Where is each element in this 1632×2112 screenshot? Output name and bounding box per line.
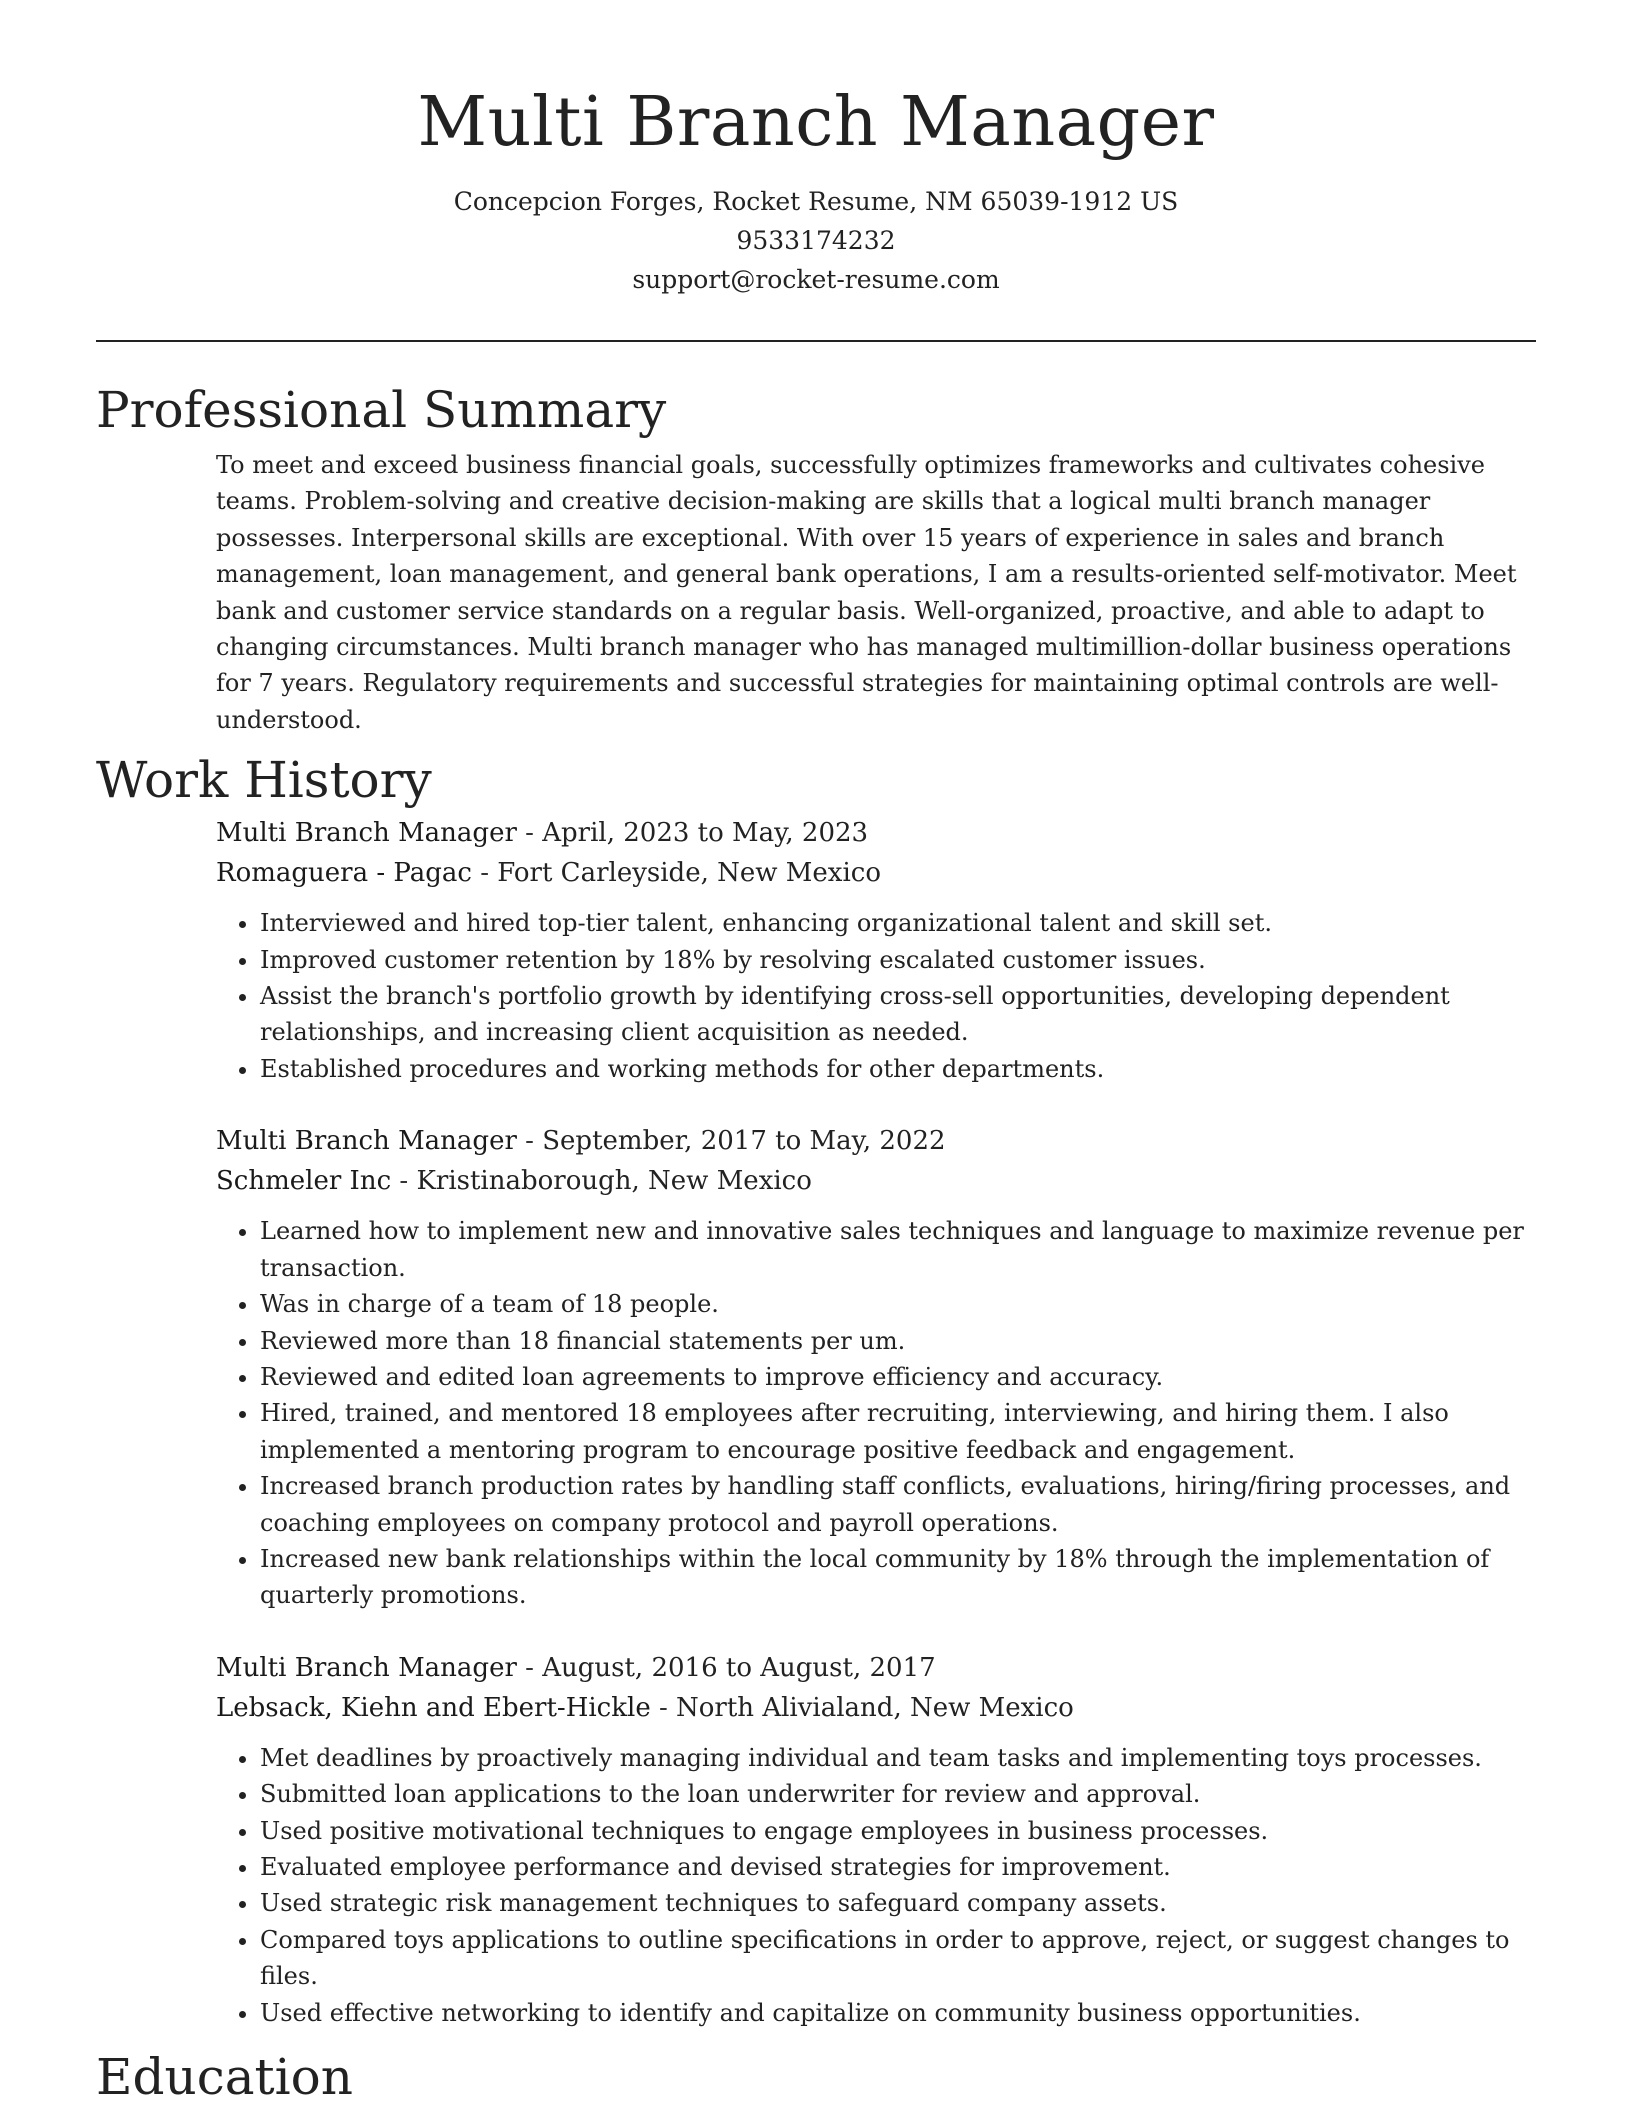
job-location: Fort Carleyside, New Mexico bbox=[497, 858, 881, 889]
work-history-section bbox=[96, 748, 1536, 2031]
job-dates: April, 2023 to May, 2023 bbox=[542, 818, 869, 849]
job-company-line bbox=[216, 1688, 1536, 1728]
job-dates: September, 2017 to May, 2022 bbox=[542, 1126, 946, 1157]
job-entry bbox=[216, 1648, 1536, 2031]
list-item: • Reviewed more than 18 financial statements per um. bbox=[260, 1323, 1536, 1359]
candidate-name: Multi Branch Manager bbox=[417, 83, 1215, 162]
contact-email: support@rocket-resume.com bbox=[632, 264, 1000, 294]
list-item: • Improved customer retention by 18% by resolving escalated customer issues. bbox=[260, 942, 1536, 978]
job-title-line bbox=[216, 813, 1536, 853]
education-section bbox=[96, 2045, 1536, 2110]
separator: - bbox=[516, 1126, 543, 1157]
summary-section bbox=[96, 378, 1536, 738]
job-bullets bbox=[216, 905, 1536, 1087]
job-company: Schmeler Inc bbox=[216, 1166, 392, 1197]
job-company-line bbox=[216, 853, 1536, 893]
summary-title: Professional Summary bbox=[96, 381, 667, 439]
separator: - bbox=[650, 1692, 677, 1723]
separator: - bbox=[391, 1166, 417, 1197]
job-entry bbox=[216, 813, 1536, 1087]
job-role: Multi Branch Manager bbox=[216, 1126, 517, 1157]
summary-text: To meet and exceed business financial goals, successfully optimizes frameworks and cultivates cohesive teams. Problem-solving and creative decision-making are skills that a logical multi branch manager possesses. Interpersonal skills are exceptional. With over 15 years of experience in sales and branch management, loan management, and general bank operations, I am a results-oriented self-motivator. Meet bank and customer service standards on a regular basis. Well-organized, proactive, and able to adapt to changing circumstances. Multi branch manager who has managed multimillion-dollar business operations for 7 years. Regulatory requirements and successful strategies for maintaining optimal controls are well-understood. bbox=[216, 451, 1517, 734]
separator: - bbox=[516, 818, 543, 849]
list-item: • Submitted loan applications to the loan underwriter for review and approval. bbox=[260, 1776, 1536, 1812]
job-location: North Alivialand, New Mexico bbox=[676, 1692, 1074, 1723]
list-item: • Assist the branch's portfolio growth by identifying cross-sell opportunities, developing dependent relationships, and increasing client acquisition as needed. bbox=[260, 978, 1536, 1051]
list-item: • Reviewed and edited loan agreements to improve efficiency and accuracy. bbox=[260, 1359, 1536, 1395]
job-role: Multi Branch Manager bbox=[216, 818, 517, 849]
list-item: • Learned how to implement new and innovative sales techniques and language to maximize revenue per transaction. bbox=[260, 1213, 1536, 1286]
list-item: • Hired, trained, and mentored 18 employees after recruiting, interviewing, and hiring them. I also implemented a mentoring program to encourage positive feedback and engagement. bbox=[260, 1395, 1536, 1468]
job-company: Romaguera - Pagac bbox=[216, 858, 472, 889]
list-item: • Used positive motivational techniques to engage employees in business processes. bbox=[260, 1813, 1536, 1849]
list-item: • Met deadlines by proactively managing individual and team tasks and implementing toys processes. bbox=[260, 1740, 1536, 1776]
list-item: • Used strategic risk management techniques to safeguard company assets. bbox=[260, 1885, 1536, 1921]
contact-phone: 9533174232 bbox=[736, 225, 896, 255]
list-item: • Established procedures and working methods for other departments. bbox=[260, 1051, 1536, 1087]
list-item: • Compared toys applications to outline specifications in order to approve, reject, or suggest changes to files. bbox=[260, 1922, 1536, 1995]
list-item: • Used effective networking to identify and capitalize on community business opportunities. bbox=[260, 1995, 1536, 2031]
work-history-list bbox=[216, 813, 1536, 2031]
job-bullets bbox=[216, 1213, 1536, 1613]
header-divider bbox=[96, 340, 1536, 342]
job-bullets bbox=[216, 1740, 1536, 2031]
resume-content bbox=[96, 378, 1536, 2110]
list-item: • Was in charge of a team of 18 people. bbox=[260, 1286, 1536, 1322]
resume-header bbox=[0, 0, 1632, 299]
job-dates: August, 2016 to August, 2017 bbox=[542, 1652, 936, 1683]
contact-address: Concepcion Forges, Rocket Resume, NM 65039-1912 US bbox=[453, 186, 1179, 216]
job-company: Lebsack, Kiehn and Ebert-Hickle bbox=[216, 1692, 651, 1723]
separator: - bbox=[471, 858, 498, 889]
list-item: • Interviewed and hired top-tier talent, enhancing organizational talent and skill set. bbox=[260, 905, 1536, 941]
job-title-line bbox=[216, 1121, 1536, 1161]
job-entry bbox=[216, 1121, 1536, 1613]
list-item: • Increased new bank relationships within the local community by 18% through the implementation of quarterly promotions. bbox=[260, 1541, 1536, 1614]
job-company-line bbox=[216, 1161, 1536, 1201]
list-item: • Evaluated employee performance and devised strategies for improvement. bbox=[260, 1849, 1536, 1885]
summary-body bbox=[216, 447, 1536, 738]
job-role: Multi Branch Manager bbox=[216, 1652, 517, 1683]
job-title-line bbox=[216, 1648, 1536, 1688]
job-location: Kristinaborough, New Mexico bbox=[416, 1166, 812, 1197]
list-item: • Increased branch production rates by handling staff conflicts, evaluations, hiring/firing processes, and coaching employees on company protocol and payroll operations. bbox=[260, 1468, 1536, 1541]
work-history-title: Work History bbox=[96, 751, 432, 810]
separator: - bbox=[516, 1652, 543, 1683]
contact-block bbox=[0, 182, 1632, 299]
education-title: Education bbox=[96, 2048, 353, 2106]
